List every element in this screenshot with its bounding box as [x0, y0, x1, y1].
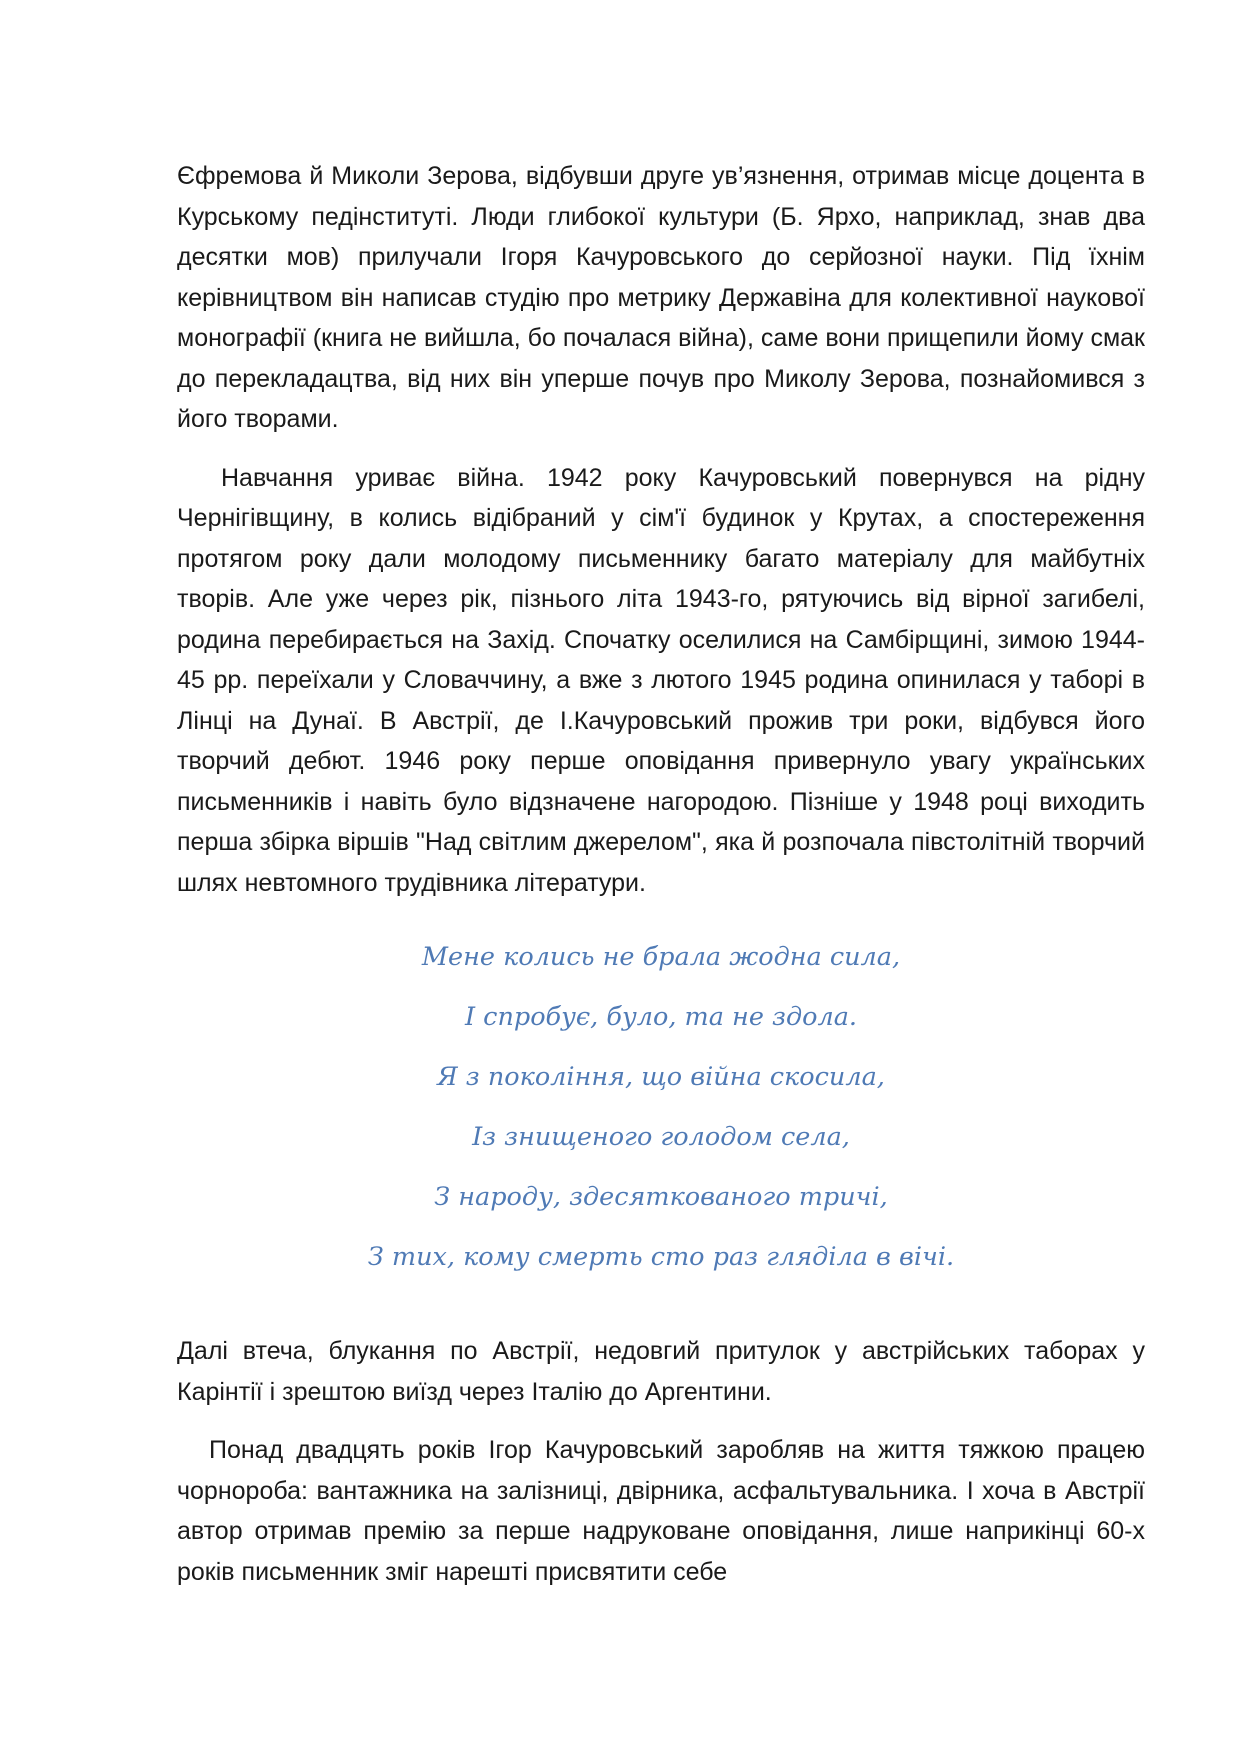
document-page [177, 156, 1145, 1592]
paragraph-emigration: Далі втеча, блукання по Австрії, недовгий притулок у австрійських таборах у Карінтії і зрештою виїзд через Італію до Аргентини. [177, 1337, 1145, 1406]
poem-line: Із знищеного голодом села, [472, 1122, 850, 1152]
poem-line: І спробує, було, та не здола. [464, 1002, 857, 1032]
poem-line: Мене колись не брала жодна сила, [421, 942, 901, 972]
paragraph-war: Навчання уриває війна. 1942 року Качуровський повернувся на рідну Чернігівщину, в колись відібраний у сім'ї будинок у Крутах, а спостереження протягом року дали молодому письменнику багато матеріалу для майбутніх творів. Але уже через рік, пізнього літа 1943-го, рятуючись від вірної загибелі, родина перебирається на Захід. Спочатку оселилися на Самбірщині, зимою 1944-45 рр. переїхали у Словаччину, а вже з лютого 1945 родина опинилася у таборі в Лінці на Дунаї. В Австрії, де І.Качуровський прожив три роки, відбувся його творчий дебют. 1946 року перше оповідання привернуло увагу українських письменників і навіть було відзначене нагородою. Пізніше у 1948 році виходить перша збірка віршів "Над світлим джерелом", яка й розпочала півстолітній творчий шлях невтомного трудівника літератури. [177, 463, 1145, 897]
poem-line: З тих, кому смерть сто раз гляділа в вічі. [367, 1242, 955, 1272]
poem-line: З народу, здесяткованого тричі, [434, 1182, 888, 1212]
paragraph-labor: Понад двадцять років Ігор Качуровський заробляв на життя тяжкою працею чорнороба: вантажника на залізниці, двірника, асфальтувальника. І хоча в Австрії автор отримав премію за перше надруковане оповідання, лише наприкінці 60-х років письменник зміг нарешті присвятити себе [177, 1436, 1145, 1586]
poem-line: Я з покоління, що війна скосила, [437, 1062, 885, 1092]
paragraph-education: Єфремова й Миколи Зерова, відбувши друге ув’язнення, отримав місце доцента в Курському педінституті. Люди глибокої культури (Б. Ярхо, наприклад, знав два десятки мов) прилучали Ігоря Качуровського до серйозної науки. Під їхнім керівництвом він написав студію про метрику Державіна для колективної наукової монографії (книга не вийшла, бо почалася війна), саме вони прищепили йому смак до перекладацтва, від них він уперше почув про Миколу Зерова, познайомився з його творами. [177, 162, 1145, 433]
poem-block [177, 927, 1145, 1287]
